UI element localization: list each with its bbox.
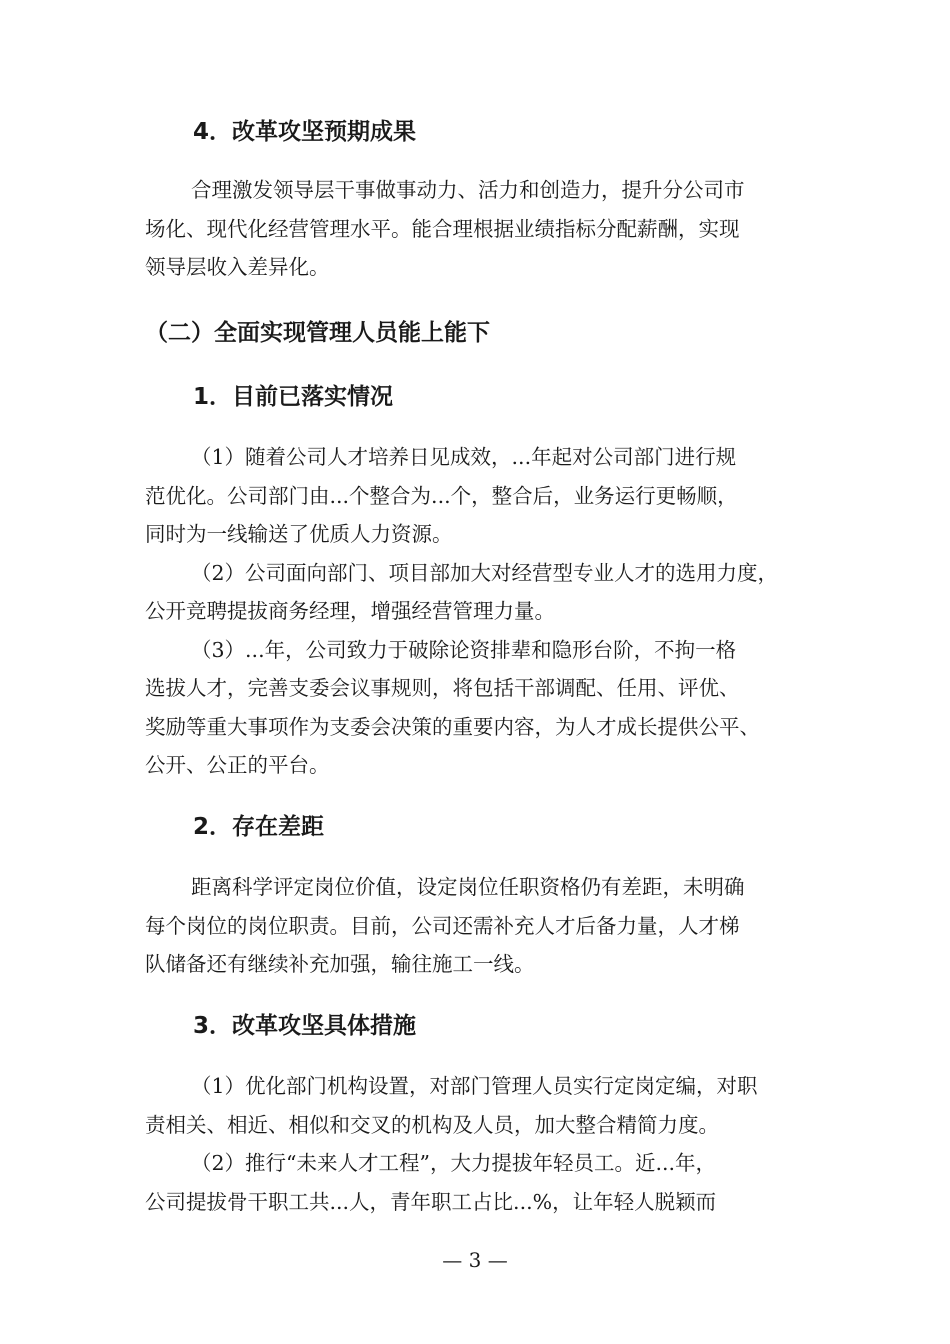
paragraph-line: 责相关、相近、相似和交叉的机构及人员，加大整合精简力度。 [145,1112,719,1137]
section-heading-measures: 3．改革攻坚具体措施 [193,1013,417,1039]
chapter-heading-management-staff: （二）全面实现管理人员能上能下 [145,320,490,346]
paragraph-line: （1）优化部门机构设置，对部门管理人员实行定岗定编，对职 [191,1074,758,1098]
section-heading-expected-results: 4．改革攻坚预期成果 [193,119,417,145]
paragraph-line: 奖励等重大事项作为支委会决策的重要内容，为人才成长提供公平、 [145,714,760,739]
paragraph-line: 范优化。公司部门由...个整合为...个，整合后，业务运行更畅顺， [145,483,738,508]
paragraph-line: （2）公司面向部门、项目部加大对经营型专业人才的选用力度， [191,560,779,585]
paragraph-line: 公司提拔骨干职工共...人，青年职工占比...%，让年轻人脱颖而 [145,1189,717,1214]
paragraph-line: 场化、现代化经营管理水平。能合理根据业绩指标分配薪酬，实现 [145,216,740,241]
paragraph-line: （1）随着公司人才培养日见成效，...年起对公司部门进行规 [191,445,737,469]
paragraph-line: 同时为一线输送了优质人力资源。 [145,522,453,546]
paragraph-expected-results [145,171,825,287]
paragraph-line: （3）...年，公司致力于破除论资排辈和隐形台阶，不拘一格 [191,637,737,662]
paragraph-gaps [145,868,825,984]
section-heading-implemented: 1．目前已落实情况 [193,384,394,410]
paragraph-line: 选拔人才，完善支委会议事规则，将包括干部调配、任用、评优、 [145,676,740,700]
paragraph-line: 距离科学评定岗位价值，设定岗位任职资格仍有差距，未明确 [191,875,745,899]
paragraph-line: 合理激发领导层干事做事动力、活力和创造力，提升分公司市 [191,178,745,202]
page-number: — 3 — [442,1248,508,1272]
paragraph-line: （2）推行“未来人才工程”，大力提拔年轻员工。近...年， [191,1151,717,1175]
paragraph-line: 公开、公正的平台。 [145,753,330,777]
section-heading-gaps: 2．存在差距 [193,814,325,840]
paragraph-measures [145,1067,825,1221]
paragraph-line: 队储备还有继续补充加强，输往施工一线。 [145,952,535,976]
paragraph-line: 领导层收入差异化。 [145,255,330,279]
paragraph-implemented [145,438,825,785]
paragraph-line: 每个岗位的岗位职责。目前，公司还需补充人才后备力量，人才梯 [145,913,740,938]
paragraph-line: 公开竞聘提拔商务经理，增强经营管理力量。 [145,599,555,623]
